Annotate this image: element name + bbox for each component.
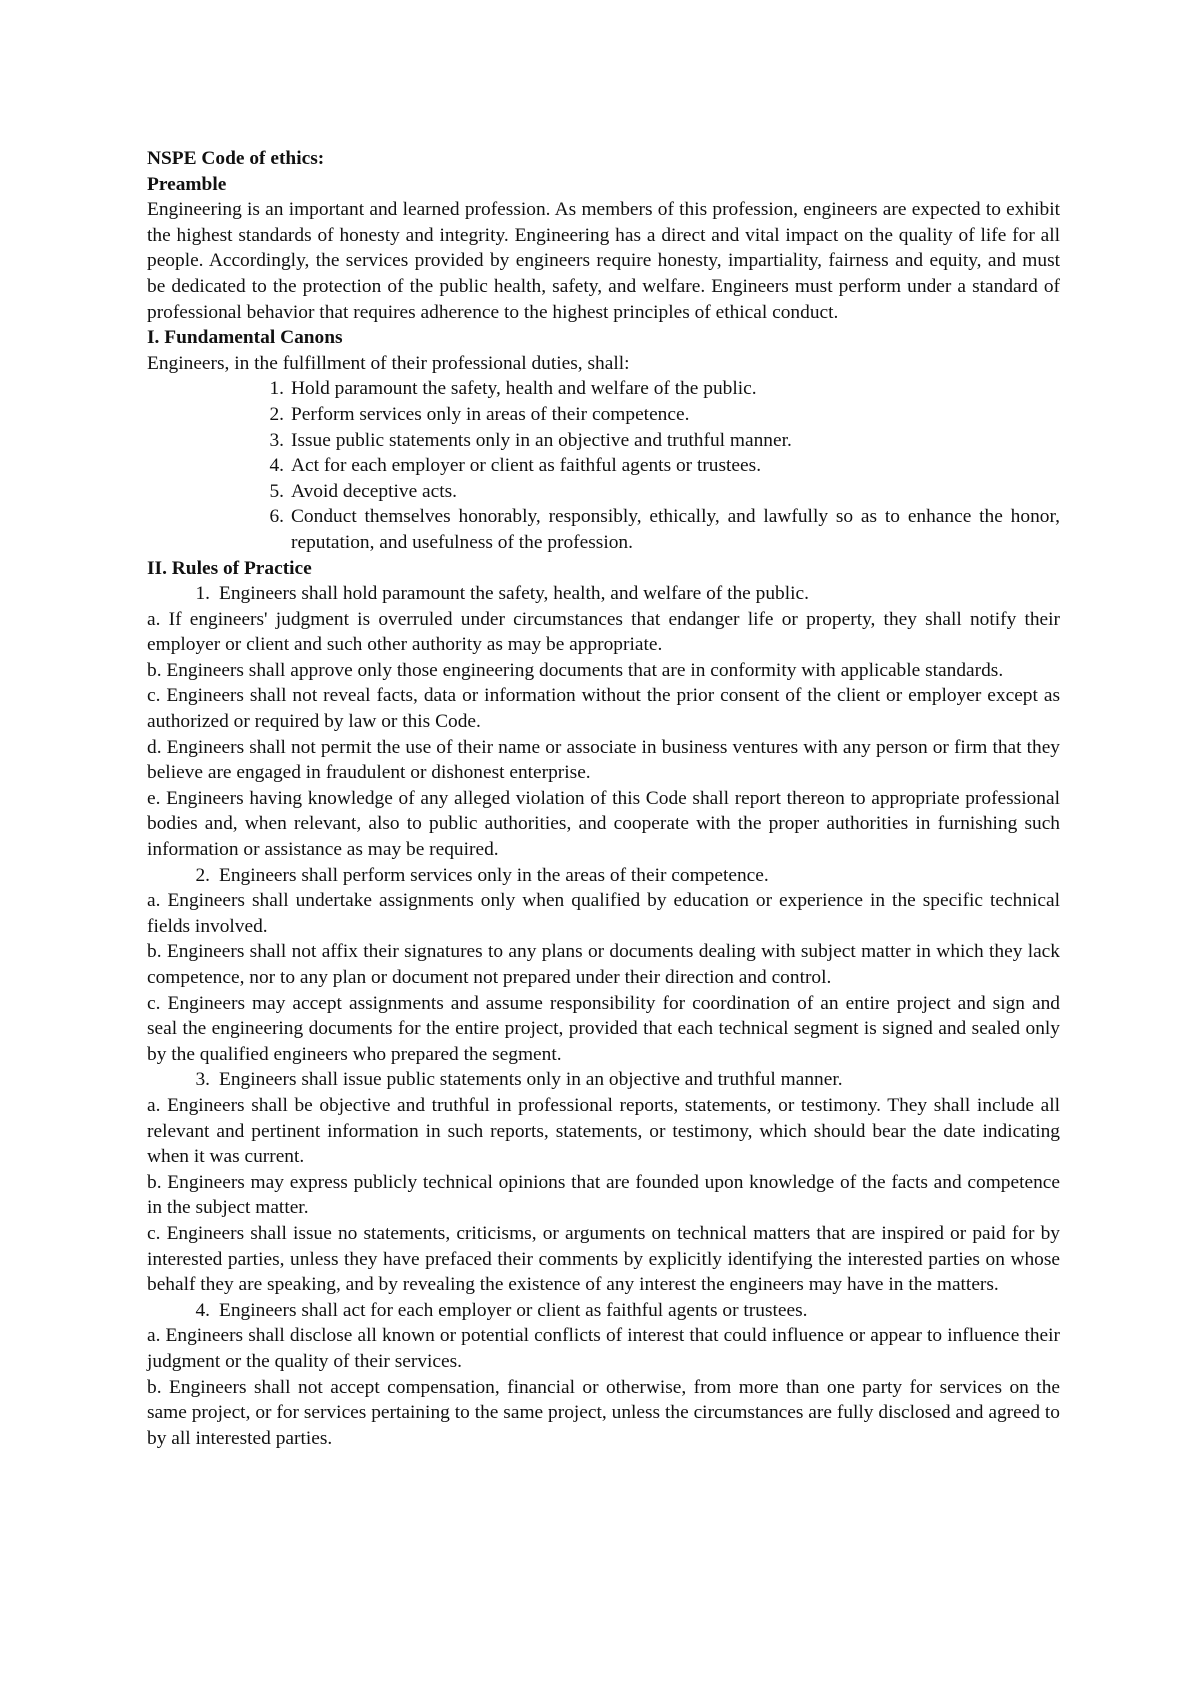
canon-text: Hold paramount the safety, health and welfare of the public.: [291, 378, 757, 400]
canon-number: 6.: [269, 506, 284, 528]
rule-number: 1.: [195, 583, 210, 605]
canon-number: 1.: [269, 378, 284, 400]
canon-text: Avoid deceptive acts.: [291, 480, 458, 502]
rule-item: b. Engineers shall not accept compensation, financial or otherwise, from more than one party for services on the same project, or for services pertaining to the same project, unless the circumstances are fully disclosed and agreed to by all interested parties.: [147, 1376, 1060, 1449]
rule-title: Engineers shall hold paramount the safety, health, and welfare of the public.: [219, 583, 809, 605]
rule-item: a. Engineers shall disclose all known or potential conflicts of interest that could influence or appear to influence their judgment or the quality of their services.: [147, 1325, 1060, 1372]
canon-item: [147, 428, 1060, 454]
canon-text: Conduct themselves honorably, responsibly, ethically, and lawfully so as to enhance the honor, reputation, and usefulness of the profession.: [291, 506, 1060, 553]
rule-number: 3.: [195, 1069, 210, 1091]
canon-number: 3.: [269, 429, 284, 451]
canons-heading: I. Fundamental Canons: [147, 327, 343, 349]
rule-item: a. Engineers shall undertake assignments only when qualified by education or experience in the specific technical fields involved.: [147, 890, 1060, 937]
rule-number: 4.: [195, 1299, 210, 1321]
rules-heading: II. Rules of Practice: [147, 557, 312, 579]
preamble-heading: Preamble: [147, 173, 227, 195]
rule-item: c. Engineers shall not reveal facts, data or information without the prior consent of the client or employer except as authorized or required by law or this Code.: [147, 685, 1060, 733]
canon-number: 5.: [269, 480, 284, 502]
canon-item: [147, 453, 1060, 479]
rule-heading: [147, 863, 1060, 889]
rule-item: b. Engineers may express publicly technical opinions that are founded upon knowledge of the facts and competence in the subject matter.: [147, 1171, 1060, 1219]
rule-item: d. Engineers shall not permit the use of their name or associate in business ventures with any person or firm that they believe are engaged in fraudulent or dishonest enterprise.: [147, 736, 1060, 784]
canon-item: [147, 402, 1060, 428]
canon-item: [147, 376, 1060, 402]
rule-title: Engineers shall perform services only in the areas of their competence.: [219, 864, 769, 886]
rule-number: 2.: [195, 864, 210, 886]
canon-text: Act for each employer or client as faithful agents or trustees.: [291, 455, 762, 477]
rule-heading: [147, 1067, 1060, 1093]
rule-item: b. Engineers shall not affix their signatures to any plans or documents dealing with subject matter in which they lack competence, nor to any plan or document not prepared under their direction and control.: [147, 941, 1060, 988]
canon-number: 4.: [269, 455, 284, 477]
canon-text: Issue public statements only in an objective and truthful manner.: [291, 429, 792, 451]
rule-item: a. Engineers shall be objective and truthful in professional reports, statements, or testimony. They shall include all relevant and pertinent information in such reports, statements, or testimony, which should bear the date indicating when it was current.: [147, 1094, 1060, 1168]
document-page: [147, 146, 1060, 1451]
canons-intro: Engineers, in the fulfillment of their professional duties, shall:: [147, 352, 630, 374]
rule-item: a. If engineers' judgment is overruled under circumstances that endanger life or property, they shall notify their employer or client and such other authority as may be appropriate.: [147, 608, 1060, 656]
canon-text: Perform services only in areas of their competence.: [291, 403, 690, 425]
canons-list: [147, 376, 1060, 555]
canon-item: [147, 479, 1060, 505]
rule-item: c. Engineers may accept assignments and assume responsibility for coordination of an entire project and sign and seal the engineering documents for the entire project, provided that each technical segment is signed and sealed only by the qualified engineers who prepared the segment.: [147, 992, 1060, 1065]
canon-number: 2.: [269, 403, 284, 425]
rule-title: Engineers shall issue public statements only in an objective and truthful manner.: [219, 1069, 843, 1091]
rule-heading: [147, 581, 1060, 607]
rule-item: b. Engineers shall approve only those engineering documents that are in conformity with applicable standards.: [147, 659, 1004, 681]
rule-title: Engineers shall act for each employer or client as faithful agents or trustees.: [219, 1299, 808, 1321]
rule-item: c. Engineers shall issue no statements, criticisms, or arguments on technical matters that are inspired or paid for by interested parties, unless they have prefaced their comments by explicitly identifying the interested parties on whose behalf they are speaking, and by revealing the existence of any interest the engineers may have in the matters.: [147, 1222, 1060, 1296]
document-title: NSPE Code of ethics:: [147, 148, 325, 169]
rule-item: e. Engineers having knowledge of any alleged violation of this Code shall report thereon to appropriate professional bodies and, when relevant, also to public authorities, and cooperate with the proper authorities in furnishing such information or assistance as may be required.: [147, 787, 1060, 861]
rule-heading: [147, 1298, 1060, 1324]
preamble-text: Engineering is an important and learned profession. As members of this profession, engineers are expected to exhibit the highest standards of honesty and integrity. Engineering has a direct and vital impact on the quality of life for all people. Accordingly, the services provided by engineers require honesty, impartiality, fairness and equity, and must be dedicated to the protection of the public health, safety, and welfare. Engineers must perform under a standard of professional behavior that requires adherence to the highest principles of ethical conduct.: [147, 199, 1060, 323]
canon-item: [147, 504, 1060, 555]
